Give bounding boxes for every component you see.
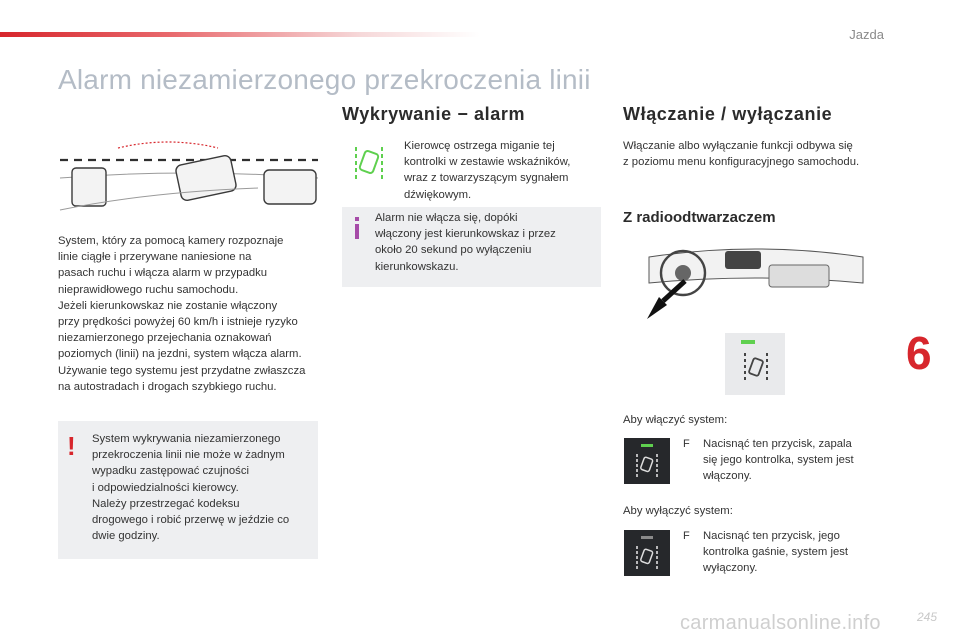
disable-bullet-icon: F xyxy=(683,530,690,542)
info-icon xyxy=(355,217,359,239)
dashboard-illustration xyxy=(645,243,867,321)
warning-box xyxy=(58,421,318,559)
warning-icon: ! xyxy=(67,431,76,461)
enable-bullet-icon: F xyxy=(683,438,690,450)
enable-label: Aby włączyć system: xyxy=(623,414,728,426)
detection-heading: Wykrywanie − alarm xyxy=(342,104,526,124)
enable-disable-heading: Włączanie / wyłączanie xyxy=(623,104,833,124)
radio-sub-heading: Z radioodtwarzaczem xyxy=(623,209,776,226)
lane-departure-warning-icon xyxy=(353,143,385,181)
lane-assist-button-off[interactable] xyxy=(624,530,670,576)
alert-description: Kierowcę ostrzega miganie tej kontrolki w zestawie wskaźników, wraz z towarzyszącym sygnałem dźwiękowym. xyxy=(404,140,571,201)
enable-disable-intro: Włączanie albo wyłączanie funkcji odbywa się z poziomu menu konfiguracyjnego samochodu. xyxy=(623,140,860,169)
watermark: carmanualsonline.info xyxy=(680,612,881,634)
lane-assist-button-on[interactable] xyxy=(624,438,670,484)
disable-label: Aby wyłączyć system: xyxy=(623,505,733,517)
button-panel-illustration xyxy=(725,333,785,395)
section-label: Jazda xyxy=(849,27,884,42)
lane-departure-illustration xyxy=(58,138,320,212)
page-number: 245 xyxy=(917,610,938,624)
info-box xyxy=(342,207,601,287)
system-description: System, który za pomocą kamery rozpoznaje linie ciągłe i przerywane naniesione na pasach ruchu i włącza alarm w przypadku nieprawidłowego ruchu samochodu. Jeżeli kierunkowskaz nie zostanie włączony przy prędkości powyżej 60 km/h i istnieje ryzyko niezamierzonego przejechania oznakowań poziomych (linii) na jezdni, system włącza alarm. Używanie tego systemu jest przydatne zwłaszcza na autostradach i drogach szybkiego ruchu. xyxy=(58,235,306,393)
header-accent-bar xyxy=(0,32,480,37)
info-text: Alarm nie włącza się, dopóki włączony jest kierunkowskaz i przez około 20 sekund po wyłączeniu kierunkowskazu. xyxy=(375,212,556,273)
chapter-number: 6 xyxy=(906,327,932,379)
warning-text: System wykrywania niezamierzonego przekroczenia linii nie może w żadnym wypadku zastępować czujności i odpowiedzialności kierowcy. Należy przestrzegać kodeksu drogowego i robić przerwę w jeździe co dwie godziny. xyxy=(92,433,290,543)
enable-step: Nacisnąć ten przycisk, zapala się jego kontrolka, system jest włączony. xyxy=(703,438,854,483)
disable-step: Nacisnąć ten przycisk, jego kontrolka gaśnie, system jest wyłączony. xyxy=(703,530,849,575)
page-title: Alarm niezamierzonego przekroczenia linii xyxy=(58,64,591,95)
